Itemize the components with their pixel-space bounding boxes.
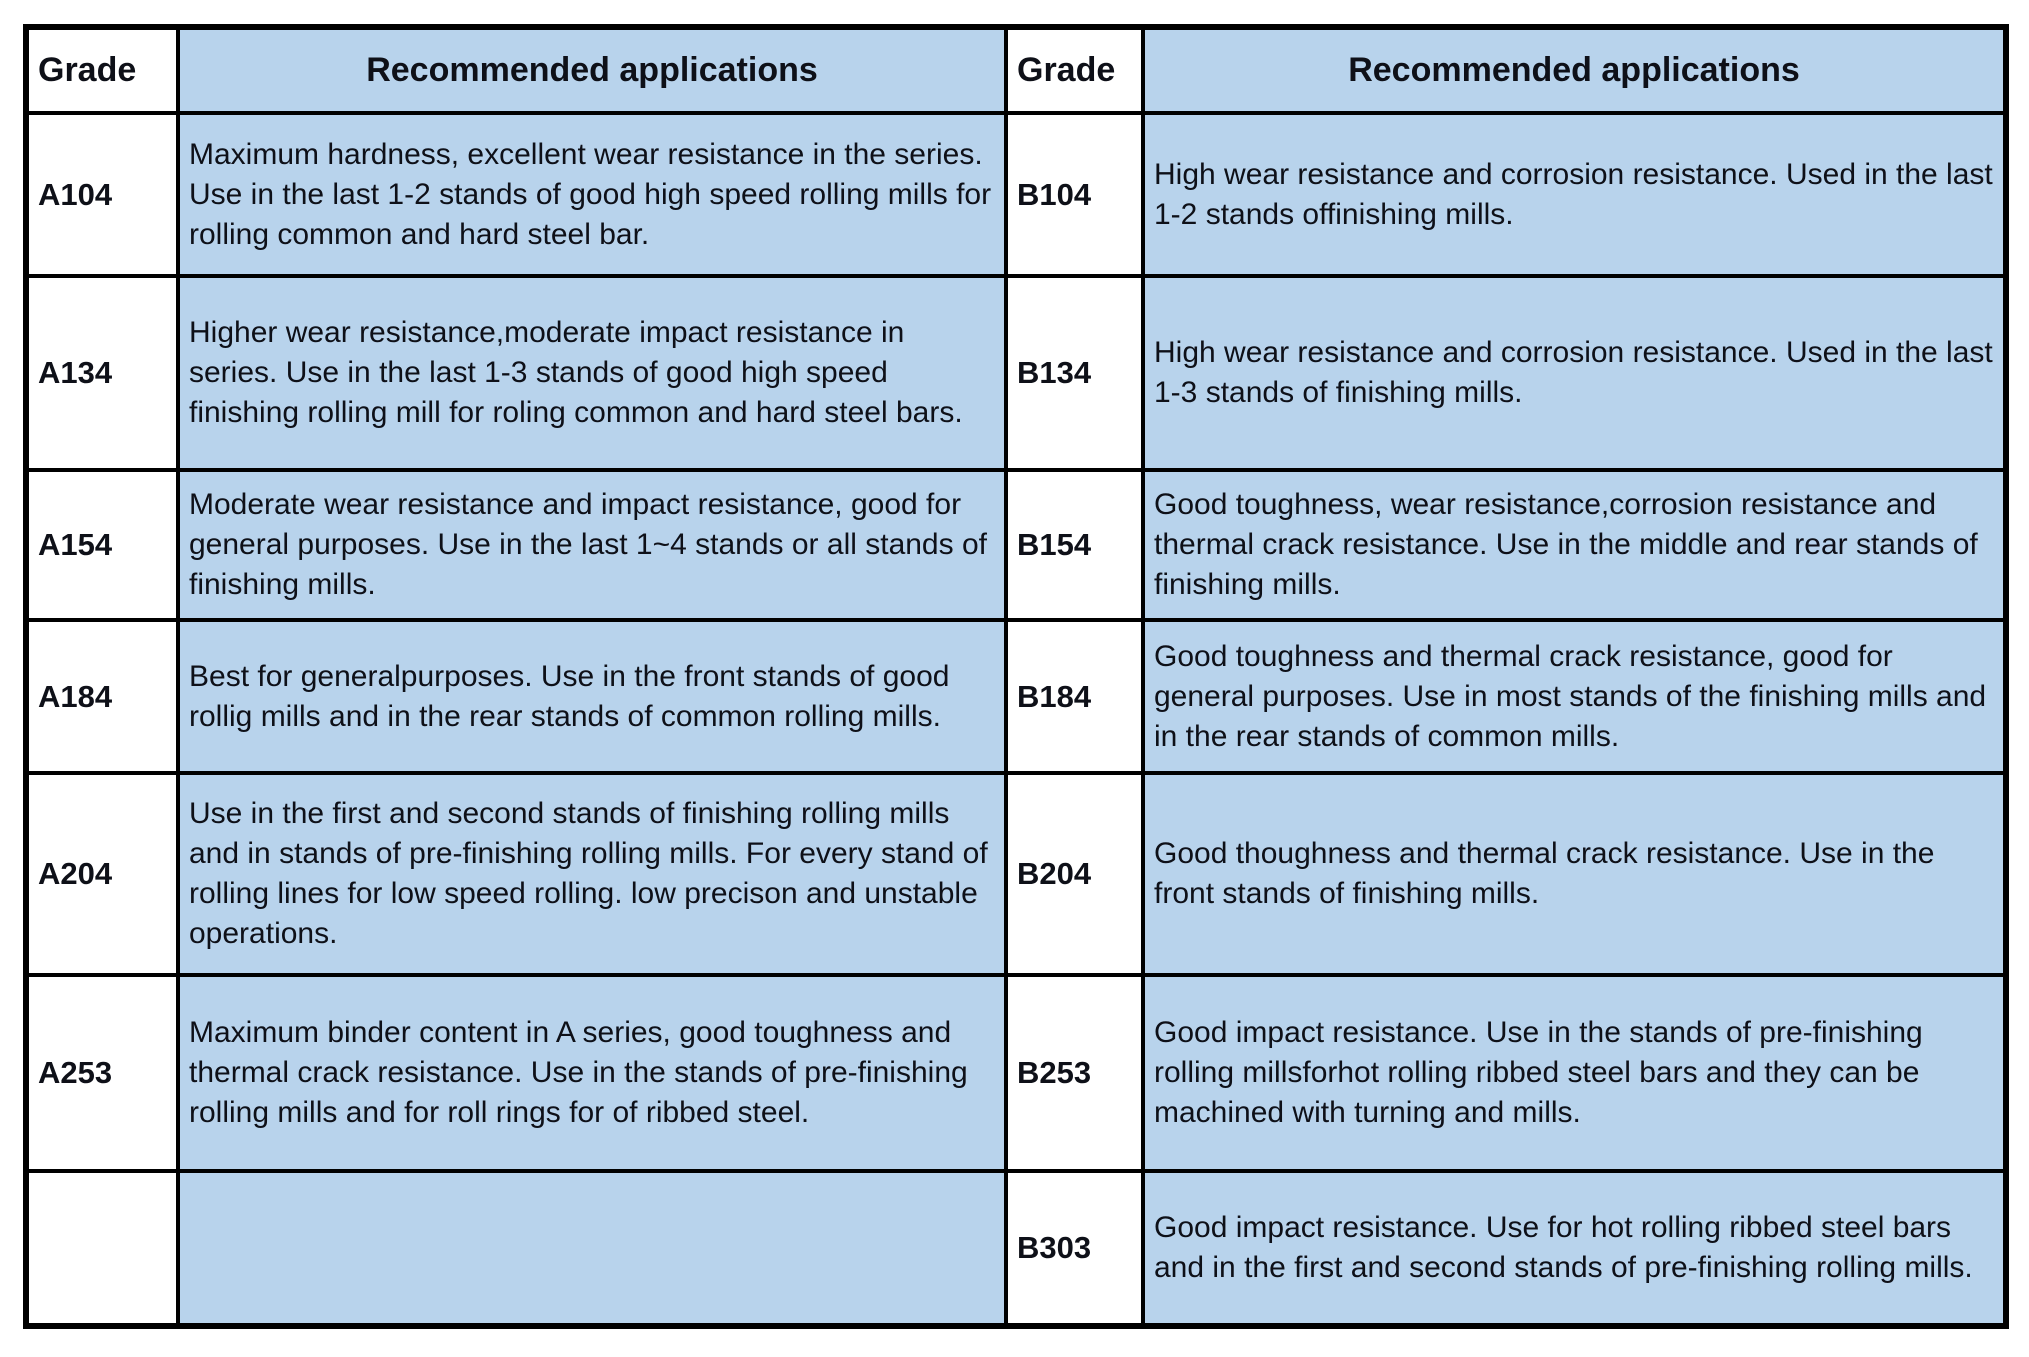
application-a-cell: Maximum binder content in A series, good toughness and thermal crack resistance. Use in the stands of pre-finishing rolling mills and for roll rings for of ribbed steel.	[178, 975, 1006, 1171]
grade-a-cell: A204	[26, 773, 178, 975]
grade-a-cell: A154	[26, 470, 178, 620]
grade-a-cell: A184	[26, 620, 178, 773]
application-b-cell: Good impact resistance. Use in the stands of pre-finishing rolling millsforhot rolling ribbed steel bars and they can be machined with turning and mills.	[1143, 975, 2006, 1171]
grade-b-cell: B204	[1006, 773, 1143, 975]
table-row	[26, 975, 2006, 1171]
grade-applications-table	[23, 24, 2009, 1329]
table-row	[26, 470, 2006, 620]
column-header-grade-a: Grade	[26, 27, 178, 113]
application-a-cell: Maximum hardness, excellent wear resistance in the series. Use in the last 1-2 stands of good high speed rolling mills for rolling common and hard steel bar.	[178, 113, 1006, 276]
application-a-cell: Best for generalpurposes. Use in the front stands of good rollig mills and in the rear stands of common rolling mills.	[178, 620, 1006, 773]
table-row	[26, 113, 2006, 276]
grade-a-cell-empty	[26, 1171, 178, 1326]
application-a-cell: Moderate wear resistance and impact resistance, good for general purposes. Use in the last 1~4 stands or all stands of finishing mills.	[178, 470, 1006, 620]
grade-b-cell: B104	[1006, 113, 1143, 276]
application-b-cell: Good toughness, wear resistance,corrosion resistance and thermal crack resistance. Use in the middle and rear stands of finishing mills.	[1143, 470, 2006, 620]
application-b-cell: Good thoughness and thermal crack resistance. Use in the front stands of finishing mills.	[1143, 773, 2006, 975]
table-header-row	[26, 27, 2006, 113]
grade-b-cell: B253	[1006, 975, 1143, 1171]
grade-b-cell: B134	[1006, 276, 1143, 470]
grade-b-cell: B303	[1006, 1171, 1143, 1326]
application-b-cell: Good toughness and thermal crack resistance, good for general purposes. Use in most stands of the finishing mills and in the rear stands of common mills.	[1143, 620, 2006, 773]
table-row	[26, 1171, 2006, 1326]
grade-b-cell: B154	[1006, 470, 1143, 620]
table-row	[26, 276, 2006, 470]
application-b-cell: High wear resistance and corrosion resistance. Used in the last 1-3 stands of finishing mills.	[1143, 276, 2006, 470]
application-a-cell: Use in the first and second stands of finishing rolling mills and in stands of pre-finishing rolling mills. For every stand of rolling lines for low speed rolling. low precison and unstable operations.	[178, 773, 1006, 975]
application-a-cell-empty	[178, 1171, 1006, 1326]
table-row	[26, 773, 2006, 975]
table-row	[26, 620, 2006, 773]
application-a-cell: Higher wear resistance,moderate impact resistance in series. Use in the last 1-3 stands of good high speed finishing rolling mill for roling common and hard steel bars.	[178, 276, 1006, 470]
grade-b-cell: B184	[1006, 620, 1143, 773]
grade-a-cell: A134	[26, 276, 178, 470]
grade-a-cell: A104	[26, 113, 178, 276]
column-header-applications-b: Recommended applications	[1143, 27, 2006, 113]
column-header-applications-a: Recommended applications	[178, 27, 1006, 113]
column-header-grade-b: Grade	[1006, 27, 1143, 113]
grade-a-cell: A253	[26, 975, 178, 1171]
application-b-cell: Good impact resistance. Use for hot rolling ribbed steel bars and in the first and second stands of pre-finishing rolling mills.	[1143, 1171, 2006, 1326]
application-b-cell: High wear resistance and corrosion resistance. Used in the last 1-2 stands offinishing mills.	[1143, 113, 2006, 276]
